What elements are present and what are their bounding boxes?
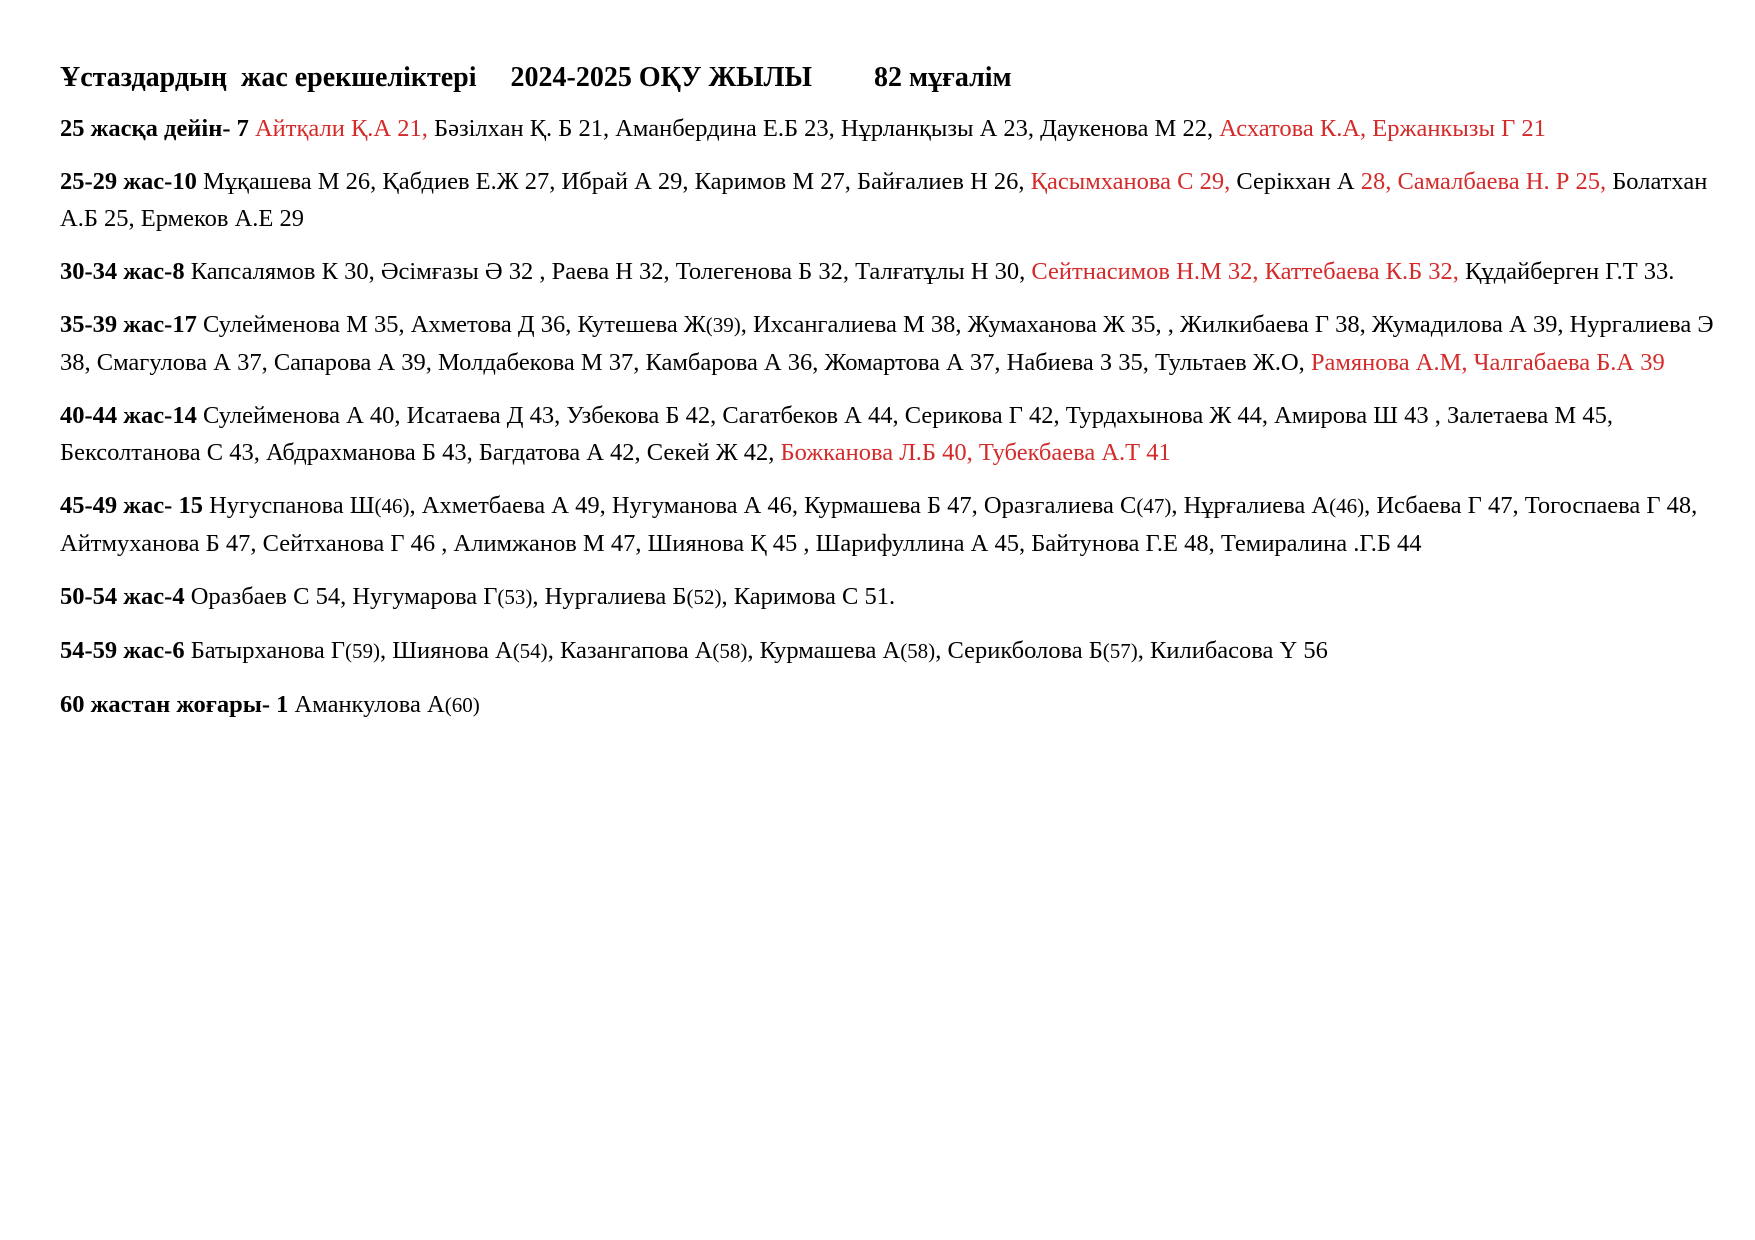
age-group	[60, 686, 1720, 724]
highlighted-teacher-names: Асхатова К.А, Ержанкызы Г 21	[1219, 115, 1546, 142]
highlighted-teacher-names: Айтқали Қ.А 21,	[254, 115, 428, 142]
teacher-names: (54)	[512, 639, 548, 663]
age-group	[60, 110, 1720, 147]
age-group	[60, 306, 1720, 381]
teacher-names: Сулейменова А 40, Исатаева Д 43, Узбекова Б 42, Сагатбеков А 44, Серикова Г 42, Турдахынова Ж 44, Амирова Ш 43 , Залетаева М 45, Бексолтанова С 43, Абдрахманова Б 43, Багдатова А 42, Секей Ж 42,	[60, 402, 1613, 466]
page-title	[60, 58, 1715, 98]
age-group-label: 35-39 жас-17	[60, 311, 197, 338]
teacher-names: Құдайберген Г.Т 33.	[1458, 258, 1675, 285]
age-group-label: 54-59 жас-6	[60, 637, 185, 664]
teacher-names: , Ахметбаева А 49, Нугуманова А 46, Курмашева Б 47, Оразгалиева С	[409, 492, 1137, 519]
teacher-names: (58)	[712, 639, 748, 663]
teacher-names: Нугуспанова Ш	[202, 492, 375, 519]
teacher-names: Болатхан А.Б 25, Ермеков А.Е 29	[60, 168, 1708, 232]
teacher-names: Капсалямов К 30, Әсімғазы Ә 32 , Раева Н 32, Толегенова Б 32, Талғатұлы Н 30,	[184, 258, 1032, 285]
title-total: 82 мұғалім	[874, 62, 1012, 93]
teacher-names: , Серикболова Б	[935, 637, 1103, 664]
teacher-names: (39)	[705, 313, 741, 337]
age-group-label: 25 жасқа дейін- 7	[60, 115, 249, 142]
age-group-label: 60 жастан жоғары- 1	[60, 691, 289, 718]
title-heading: Ұстаздардың жас ерекшеліктері	[60, 62, 477, 93]
teacher-names: (58)	[900, 639, 936, 663]
age-group	[60, 397, 1720, 471]
age-group-label: 50-54 жас-4	[60, 583, 185, 610]
teacher-names: , Ихсангалиева М 38, Жумаханова Ж 35, , Жилкибаева Г 38, Жумадилова А 39, Нургалиева Э 38, Смагулова А 37, Сапарова А 39, Молдабекова М 37, Камбарова А 36, Жомартова А 37, Набиева З 35, Тультаев Ж.О,	[60, 311, 1714, 376]
highlighted-teacher-names: Сейтнасимов Н.М 32, Каттебаева К.Б 32,	[1031, 258, 1459, 285]
teacher-names: , Курмашева А	[747, 637, 901, 664]
title-year: 2024-2025 ОҚУ ЖЫЛЫ	[510, 62, 813, 93]
teacher-names: (59)	[345, 639, 381, 663]
teacher-names: (57)	[1102, 639, 1138, 663]
teacher-names: (47)	[1136, 494, 1172, 518]
teacher-names: Оразбаев С 54, Нугумарова Г	[184, 583, 498, 610]
age-group-label: 45-49 жас- 15	[60, 492, 203, 519]
age-group	[60, 163, 1720, 237]
teacher-names: (53)	[497, 585, 533, 609]
teacher-names: Серікхан А	[1230, 168, 1361, 195]
age-groups-list	[60, 110, 1715, 724]
highlighted-teacher-names: Божканова Л.Б 40, Тубекбаева А.Т 41	[780, 439, 1171, 466]
teacher-names: Мұқашева М 26, Қабдиев Е.Ж 27, Ибрай А 29, Каримов М 27, Байғалиев Н 26,	[196, 168, 1031, 195]
highlighted-teacher-names: Қасымханова С 29,	[1030, 168, 1231, 195]
teacher-names: , Каримова С 51.	[721, 583, 896, 610]
teacher-names: Сулейменова М 35, Ахметова Д 36, Кутешева Ж	[196, 311, 706, 338]
teacher-names: , Нургалиева Б	[532, 583, 687, 610]
teacher-names: (52)	[686, 585, 722, 609]
teacher-names: (46)	[374, 494, 410, 518]
teacher-names: (60)	[444, 693, 480, 717]
highlighted-teacher-names: Рамянова А.М, Чалгабаева Б.А 39	[1310, 349, 1665, 376]
teacher-names: Батырханова Г	[184, 637, 346, 664]
teacher-names: Аманкулова А	[288, 691, 445, 718]
age-group-label: 25-29 жас-10	[60, 168, 197, 195]
teacher-names: , Шиянова А	[380, 637, 513, 664]
age-group	[60, 487, 1720, 562]
teacher-names: , Казангапова А	[547, 637, 713, 664]
teacher-names: Бәзілхан Қ. Б 21, Аманбердина Е.Б 23, Нұрланқызы А 23, Даукенова М 22,	[427, 115, 1220, 142]
age-group-label: 30-34 жас-8	[60, 258, 185, 285]
age-group-label: 40-44 жас-14	[60, 402, 197, 429]
teacher-names: , Килибасова Ү 56	[1137, 637, 1328, 664]
highlighted-teacher-names: 28, Самалбаева Н. Р 25,	[1360, 168, 1607, 195]
teacher-names: , Нұрғалиева А	[1171, 492, 1330, 519]
age-group	[60, 253, 1720, 290]
age-group	[60, 578, 1720, 616]
teacher-names: , Исбаева Г 47, Тогоспаева Г 48, Айтмуханова Б 47, Сейтханова Г 46 , Алимжанов М 47, Шиянова Қ 45 , Шарифуллина А 45, Байтунова Г.Е 48, Темиралина .Г.Б 44	[60, 492, 1698, 557]
teacher-names: (46)	[1329, 494, 1365, 518]
age-group	[60, 632, 1720, 670]
